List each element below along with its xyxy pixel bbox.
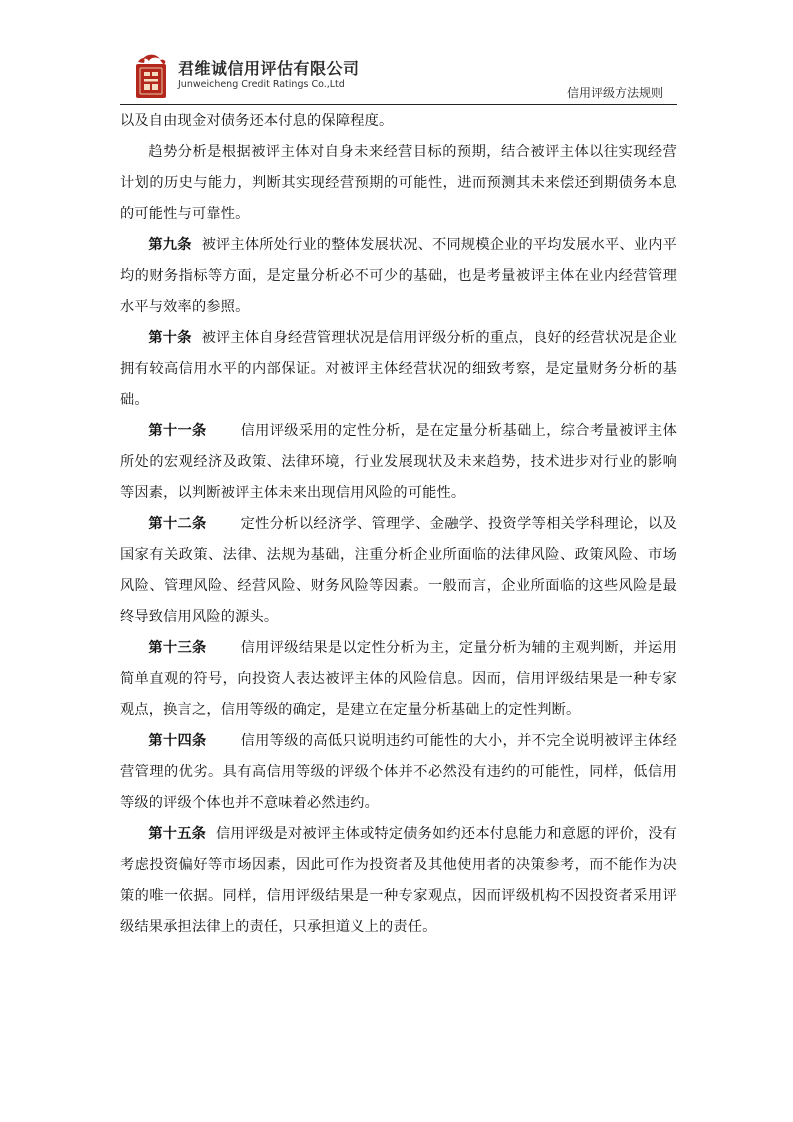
article-text: 信用评级是对被评主体或特定债务如约还本付息能力和意愿的评价，没有考虑投资偏好等市场因素，因此可作为投资者及其他使用者的决策参考，而不能作为决策的唯一依据。同样，信用评级结果是一种专家观点，因而评级机构不因投资者采用评级结果承担法律上的责任，只承担道义上的责任。 <box>120 826 677 935</box>
article-text: 信用等级的高低只说明违约可能性的大小，并不完全说明被评主体经营管理的优劣。具有高信用等级的评级个体并不必然没有违约的可能性，同样，低信用等级的评级个体也并不意味着必然违约。 <box>120 733 677 811</box>
article-12 <box>120 509 677 633</box>
article-number: 第十条 <box>148 330 192 346</box>
article-number: 第十一条 <box>148 423 207 439</box>
article-number: 第十二条 <box>148 516 207 532</box>
paragraph-text: 以及自由现金对债务还本付息的保障程度。 <box>120 113 394 129</box>
company-name-cn: 君维诚信用评估有限公司 <box>178 59 360 78</box>
article-14 <box>120 726 677 819</box>
article-text: 信用评级结果是以定性分析为主，定量分析为辅的主观判断，并运用简单直观的符号，向投资人表达被评主体的风险信息。因而，信用评级结果是一种专家观点，换言之，信用等级的确定，是建立在定量分析基础上的定性判断。 <box>120 640 677 718</box>
article-number: 第十五条 <box>148 826 207 842</box>
article-11 <box>120 416 677 509</box>
article-13 <box>120 633 677 726</box>
paragraph <box>120 106 677 137</box>
article-text: 被评主体所处行业的整体发展状况、不同规模企业的平均发展水平、业内平均的财务指标等方面，是定量分析必不可少的基础，也是考量被评主体在业内经营管理水平与效率的参照。 <box>120 237 677 315</box>
article-15 <box>120 819 677 943</box>
document-title: 信用评级方法规则 <box>566 86 663 100</box>
article-10 <box>120 323 677 416</box>
paragraph <box>120 137 677 230</box>
paragraph-text: 趋势分析是根据被评主体对自身未来经营目标的预期，结合被评主体以往实现经营计划的历史与能力，判断其实现经营预期的可能性，进而预测其未来偿还到期债务本息的可能性与可靠性。 <box>120 144 677 222</box>
article-9 <box>120 230 677 323</box>
article-text: 被评主体自身经营管理状况是信用评级分析的重点，良好的经营状况是企业拥有较高信用水平的内部保证。对被评主体经营状况的细致考察，是定量财务分析的基础。 <box>120 330 677 408</box>
company-name-en: Junweicheng Credit Ratings Co.,Ltd <box>178 79 345 90</box>
document-body <box>120 106 677 943</box>
company-logo <box>130 52 172 100</box>
article-number: 第十四条 <box>148 733 207 749</box>
article-text: 信用评级采用的定性分析，是在定量分析基础上，综合考量被评主体所处的宏观经济及政策、法律环境，行业发展现状及未来趋势，技术进步对行业的影响等因素，以判断被评主体未来出现信用风险的可能性。 <box>120 423 677 501</box>
article-number: 第十三条 <box>148 640 207 656</box>
page-header <box>120 52 677 105</box>
article-text: 定性分析以经济学、管理学、金融学、投资学等相关学科理论，以及国家有关政策、法律、法规为基础，注重分析企业所面临的法律风险、政策风险、市场风险、管理风险、经营风险、财务风险等因素。一般而言，企业所面临的这些风险是最终导致信用风险的源头。 <box>120 516 677 625</box>
article-number: 第九条 <box>148 237 192 253</box>
